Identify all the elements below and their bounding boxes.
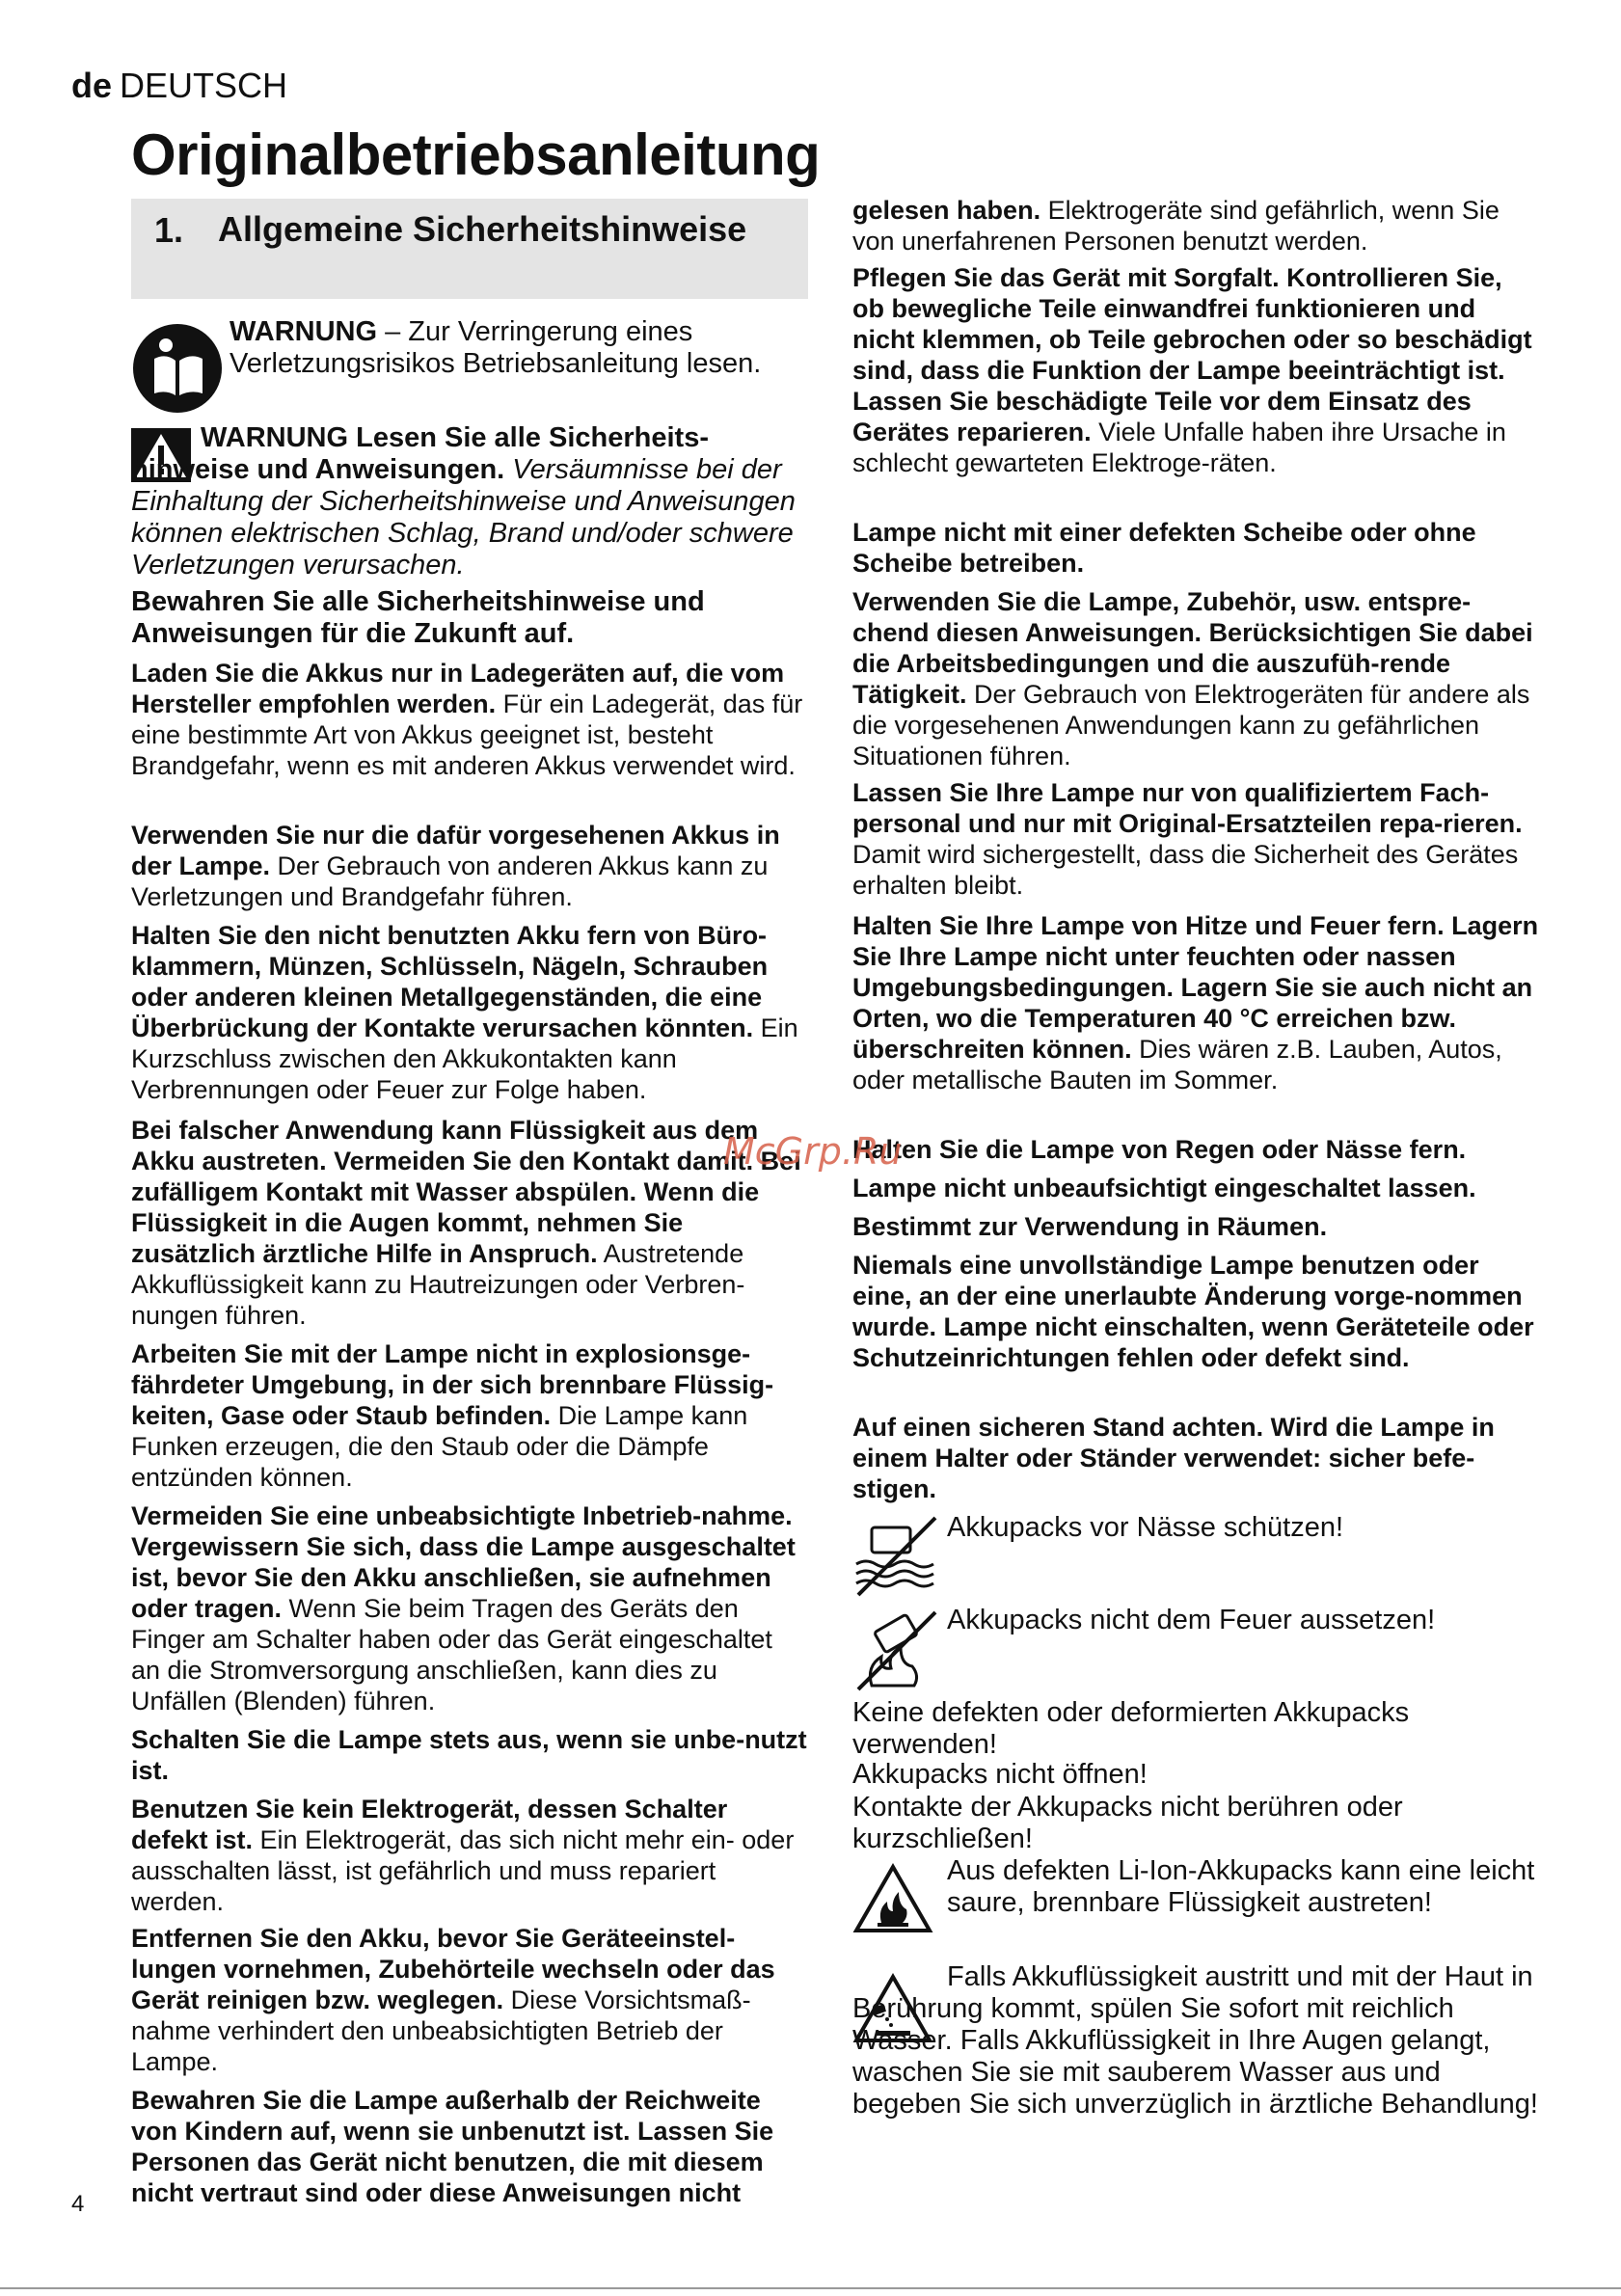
page-number: 4 (71, 2191, 85, 2217)
section-header (131, 199, 808, 299)
battery-warning-contacts: Kontakte der Akkupacks nicht berühren oder kurzschließen! (852, 1792, 1403, 1854)
paragraph-rain: Halten Sie die Lampe von Regen oder Nässe fern. (852, 1135, 1467, 1164)
language-code: de (71, 66, 113, 105)
watermark: McGrp.Ru (723, 1130, 903, 1173)
paragraph-battery-use: Verwenden Sie nur die dafür vorgesehenen Akkus in der Lampe. Der Gebrauch von anderen Akkus kann zu Verletzungen und Brandgefahr führen. (131, 821, 780, 911)
paragraph-maintenance: Pflegen Sie das Gerät mit Sorgfalt. Kontrollieren Sie, ob bewegliche Teile einwandfrei funktionieren und nicht klemmen, ob Teile gebrochen oder so beschädigt sind, dass die Funktion der Lampe beeinträchtigt ist. Lassen Sie beschädigte Teile vor dem Einsatz des Gerätes reparieren. Viele Unfalle haben ihre Ursache in schlecht gewarteten Elektroge-räten. (852, 263, 1532, 477)
icon-text-skin-contact: Falls Akkuflüssigkeit austritt und mit der Haut in Berührung kommt, spülen Sie sofort mit reichlich Wasser. Falls Akkuflüssigkeit in Ihre Augen gelangt, waschen Sie sie mit sauberem Wasser aus und begeben Sie sich unverzüglich in ärztliche Behandlung! (852, 1961, 1538, 2120)
paragraph-children: Bewahren Sie die Lampe außerhalb der Reichweite von Kindern auf, wenn sie unbenutzt ist. Lassen Sie Personen das Gerät nicht benutzen, die mit diesem nicht vertraut sind oder diese Anweisungen nicht (131, 2086, 774, 2207)
paragraph-unintended-start: Vermeiden Sie eine unbeabsichtigte Inbetrieb-nahme. Vergewissern Sie sich, dass die Lampe ausgeschaltet ist, bevor Sie den Akku anschließen, sie aufnehmen oder tragen. Wenn Sie beim Tragen des Geräts den Finger am Schalter haben oder das Gerät eingeschaltet an die Stromversorgung anschließen, kann dies zu Unfällen (Blenden) führen. (131, 1501, 796, 1715)
keep-instructions: Bewahren Sie alle Sicherheitshinweise und Anweisungen für die Zukunft auf. (131, 586, 705, 649)
paragraph-stable-stand: Auf einen sicheren Stand achten. Wird die Lampe in einem Halter oder Ständer verwendet: sicher befe-stigen. (852, 1413, 1495, 1503)
icon-text-moisture: Akkupacks vor Nässe schützen! (947, 1512, 1344, 1543)
no-water-battery-icon (852, 1514, 941, 1599)
icon-text-fire: Akkupacks nicht dem Feuer aussetzen! (947, 1605, 1436, 1635)
battery-warning-defective: Keine defekten oder deformierten Akkupacks verwenden! (852, 1697, 1410, 1760)
bottom-divider (0, 2287, 1621, 2289)
paragraph-use-accordingly: Verwenden Sie die Lampe, Zubehör, usw. entspre-chend diesen Anweisungen. Berücksichtigen Sie dabei die Arbeitsbedingungen und die auszufüh-rende Tätigkeit. Der Gebrauch von Elektrogeräten für andere als die vorgesehenen Anwendungen kann zu gefährlichen Situationen führen. (852, 587, 1533, 770)
paragraph-charge: Laden Sie die Akkus nur in Ladegeräten auf, die vom Hersteller empfohlen werden. Für ein Ladegerät, das für eine bestimmte Art von Akkus geeignet ist, besteht Brandgefahr, wenn es mit anderen Akkus verwendet wird. (131, 659, 803, 780)
read-manual-icon (131, 322, 224, 415)
paragraph-defective-glass: Lampe nicht mit einer defekten Scheibe oder ohne Scheibe betreiben. (852, 518, 1476, 578)
paragraph-metal-objects: Halten Sie den nicht benutzten Akku fern von Büro-klammern, Münzen, Schlüsseln, Nägeln, Schrauben oder anderen kleinen Metallgegenständen, die eine Überbrückung der Kontakte verursachen könnten. Ein Kurzschluss zwischen den Akkukontakten kann Verbrennungen oder Feuer zur Folge haben. (131, 921, 798, 1104)
paragraph-leaking-fluid: Bei falscher Anwendung kann Flüssigkeit aus dem Akku austreten. Vermeiden Sie den Kontakt damit. Bei zufälligem Kontakt mit Wasser abspülen. Wenn die Flüssigkeit in die Augen kommt, nehmen Sie zusätzlich ärztliche Hilfe in Anspruch. Austretende Akkuflüssigkeit kann zu Hautreizungen oder Verbren-nungen führen. (131, 1116, 801, 1330)
flammable-warning-icon (852, 1863, 933, 1934)
paragraph-incomplete-lamp: Niemals eine unvollständige Lampe benutzen oder eine, an der eine unerlaubte Änderung vorge-nommen wurde. Lampe nicht einschalten, wenn Geräteteile oder Schutzeinrichtungen fehlen oder defekt sind. (852, 1251, 1534, 1372)
icon-text-acid: Aus defekten Li-Ion-Akkupacks kann eine leicht saure, brennbare Flüssigkeit austreten! (947, 1855, 1535, 1918)
paragraph-unattended: Lampe nicht unbeaufsichtigt eingeschaltet lassen. (852, 1174, 1476, 1202)
warning-read-manual: WARNUNG – Zur Verringerung eines Verletzungsrisikos Betriebsanleitung lesen. (230, 316, 762, 379)
language-name: DEUTSCH (120, 66, 288, 105)
paragraph-explosive: Arbeiten Sie mit der Lampe nicht in explosionsge-fährdeter Umgebung, in der sich brennbare Flüssig-keiten, Gase oder Staub befinden. Die Lampe kann Funken erzeugen, die den Staub oder die Dämpfe entzünden können. (131, 1339, 774, 1492)
paragraph-remove-battery: Entfernen Sie den Akku, bevor Sie Geräteeinstel-lungen vornehmen, Zubehörteile wechseln oder das Gerät reinigen bzw. weglegen. Diese Vorsichtsmaß-nahme verhindert den unbeabsichtigten Betrieb der Lampe. (131, 1924, 775, 2076)
language-label (71, 66, 287, 106)
paragraph-indoor: Bestimmt zur Verwendung in Räumen. (852, 1212, 1328, 1241)
battery-warning-open: Akkupacks nicht öffnen! (852, 1759, 1148, 1790)
section-title: Allgemeine Sicherheitshinweise (218, 209, 747, 249)
paragraph-repair: Lassen Sie Ihre Lampe nur von qualifiziertem Fach-personal und nur mit Original-Ersatzteilen repa-rieren. Damit wird sichergestellt, dass die Sicherheit des Gerätes erhalten bleibt. (852, 778, 1523, 900)
warning-read-all: WARNUNG Lesen Sie alle Sicherheits-hinweise und Anweisungen. Versäumnisse bei der Einhaltung der Sicherheitshinweise und Anweisungen können elektrischen Schlag, Brand und/oder schwere Verletzungen verursachen. (131, 422, 796, 581)
paragraph-switch-off: Schalten Sie die Lampe stets aus, wenn sie unbe-nutzt ist. (131, 1725, 807, 1785)
section-number: 1. (154, 210, 184, 250)
paragraph-heat-fire: Halten Sie Ihre Lampe von Hitze und Feuer fern. Lagern Sie Ihre Lampe nicht unter feuchten oder nassen Umgebungsbedingungen. Lagern Sie sie auch nicht an Orten, wo die Temperaturen 40 °C erreichen bzw. überschreiten können. Dies wären z.B. Lauben, Autos, oder metallische Bauten im Sommer. (852, 911, 1539, 1094)
paragraph-defective-switch: Benutzen Sie kein Elektrogerät, dessen Schalter defekt ist. Ein Elektrogerät, das sich nicht mehr ein- oder ausschalten lässt, ist gefährlich und muss repariert werden. (131, 1795, 795, 1916)
no-fire-battery-icon (852, 1608, 941, 1693)
paragraph-inexperienced: gelesen haben. Elektrogeräte sind gefährlich, wenn Sie von unerfahrenen Personen benutzt werden. (852, 196, 1499, 256)
page-title: Originalbetriebsanleitung (131, 122, 821, 187)
